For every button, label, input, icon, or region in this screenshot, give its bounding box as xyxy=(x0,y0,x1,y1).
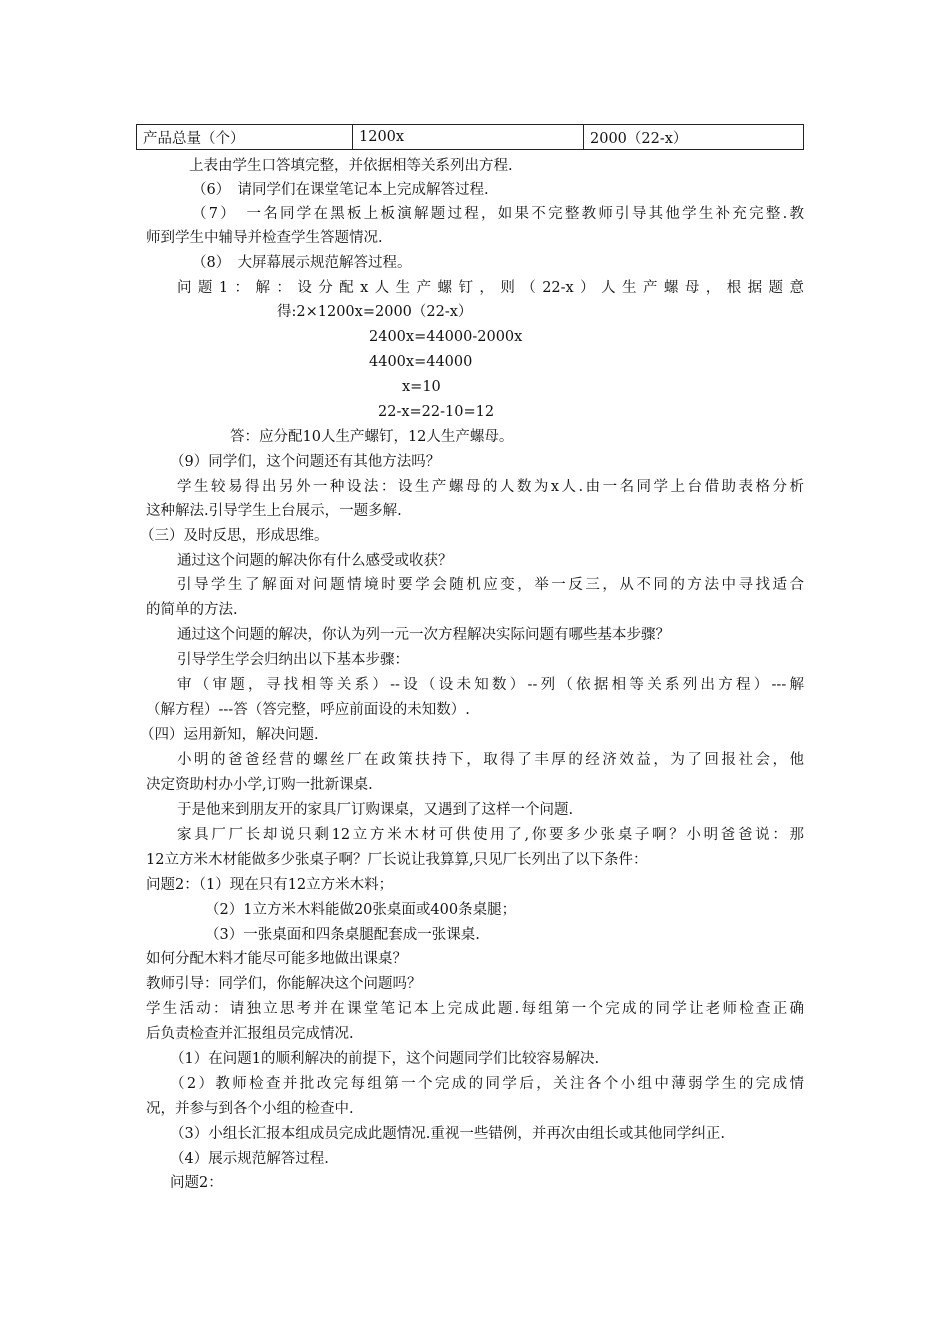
text-line: 师到学生中辅导并检查学生答题情况. xyxy=(146,230,383,246)
text-line: 况，并参与到各个小组的检查中. xyxy=(146,1101,354,1117)
text-line: 小明的爸爸经营的螺丝厂在政策扶持下，取得了丰厚的经济效益，为了回报社会，他 xyxy=(177,752,804,768)
text-line: 如何分配木料才能尽可能多地做出课桌？ xyxy=(146,951,407,967)
text-line: （1）在问题1的顺利解决的前提下，这个问题同学们比较容易解决. xyxy=(170,1051,600,1067)
text-line: 通过这个问题的解决，你认为列一元一次方程解决实际问题有哪些基本步骤？ xyxy=(177,627,670,643)
text-line: 于是他来到朋友开的家具厂订购课桌，又遇到了这样一个问题. xyxy=(177,802,574,818)
text-line: 这种解法.引导学生上台展示，一题多解. xyxy=(146,503,402,519)
equation-line: 4400x=44000 xyxy=(369,354,473,370)
equation-line: 22-x=22-10=12 xyxy=(378,404,495,420)
text-line: （2）教师检查并批改完每组第一个完成的同学后，关注各个小组中薄弱学生的完成情 xyxy=(170,1076,804,1092)
text-line: 家具厂厂长却说只剩12立方米木材可供使用了,你要多少张桌子啊？小明爸爸说：那 xyxy=(177,827,804,843)
text-line: （解方程）---答（答完整，呼应前面设的未知数）. xyxy=(146,702,470,718)
text-line: （6） 请同学们在课堂笔记本上完成解答过程. xyxy=(192,182,489,198)
answer-line: 答：应分配10人生产螺钉，12人生产螺母。 xyxy=(230,429,514,445)
text-line: 引导学生了解面对问题情境时要学会随机应变，举一反三，从不同的方法中寻找适合 xyxy=(177,577,804,593)
table-cell-screws: 1200x xyxy=(353,125,584,150)
text-line: 审（审题，寻找相等关系）--设（设未知数）--列（依据相等关系列出方程）---解 xyxy=(177,677,804,693)
section-heading: （三）及时反思，形成思维。 xyxy=(140,528,329,544)
text-line: 学生较易得出另外一种设法：设生产螺母的人数为x人.由一名同学上台借助表格分析 xyxy=(177,479,804,495)
equation-line: 得:2×1200x=2000（22-x） xyxy=(277,304,473,320)
text-line: 教师引导：同学们，你能解决这个问题吗？ xyxy=(146,976,422,992)
problem-heading: 问题2：（1）现在只有12立方米木料； xyxy=(146,877,394,893)
condition-line: （2）1立方米木料能做20张桌面或400条桌腿； xyxy=(205,902,517,918)
text-line: （9）同学们，这个问题还有其他方法吗？ xyxy=(170,454,441,470)
table-cell-label: 产品总量（个） xyxy=(137,125,353,150)
text-line: 后负责检查并汇报组员完成情况. xyxy=(146,1026,354,1042)
condition-line: （3）一张桌面和四条桌腿配套成一张课桌. xyxy=(205,927,480,943)
text-line: 的简单的方法. xyxy=(146,602,238,618)
text-line: 通过这个问题的解决你有什么感受或收获？ xyxy=(177,553,453,569)
text-line: （3）小组长汇报本组成员完成此题情况.重视一些错例，并再次由组长或其他同学纠正. xyxy=(170,1126,725,1142)
product-total-table xyxy=(136,124,804,150)
table-row xyxy=(137,125,804,150)
table-cell-nuts: 2000（22-x） xyxy=(584,125,804,150)
text-line: 引导学生学会归纳出以下基本步骤： xyxy=(177,652,409,668)
section-heading: （四）运用新知，解决问题. xyxy=(140,727,319,743)
text-line: （4）展示规范解答过程. xyxy=(170,1151,329,1167)
problem-heading: 问题2： xyxy=(170,1175,223,1191)
text-line: 12立方米木材能做多少张桌子啊？厂长说让我算算,只见厂长列出了以下条件： xyxy=(146,852,648,868)
text-line: 上表由学生口答填完整，并依据相等关系列出方程. xyxy=(189,158,513,174)
text-line: 学生活动：请独立思考并在课堂笔记本上完成此题.每组第一个完成的同学让老师检查正确 xyxy=(146,1001,804,1017)
text-line: 决定资助村办小学,订购一批新课桌. xyxy=(146,777,373,793)
text-line: 问题1：解：设分配x人生产螺钉，则（22-x）人生产螺母，根据题意 xyxy=(177,280,804,296)
text-line: （7） 一名同学在黑板上板演解题过程，如果不完整教师引导其他学生补充完整.教 xyxy=(192,206,804,222)
equation-line: x=10 xyxy=(402,379,441,395)
equation-line: 2400x=44000-2000x xyxy=(369,329,523,345)
text-line: （8） 大屏幕展示规范解答过程。 xyxy=(192,255,412,271)
